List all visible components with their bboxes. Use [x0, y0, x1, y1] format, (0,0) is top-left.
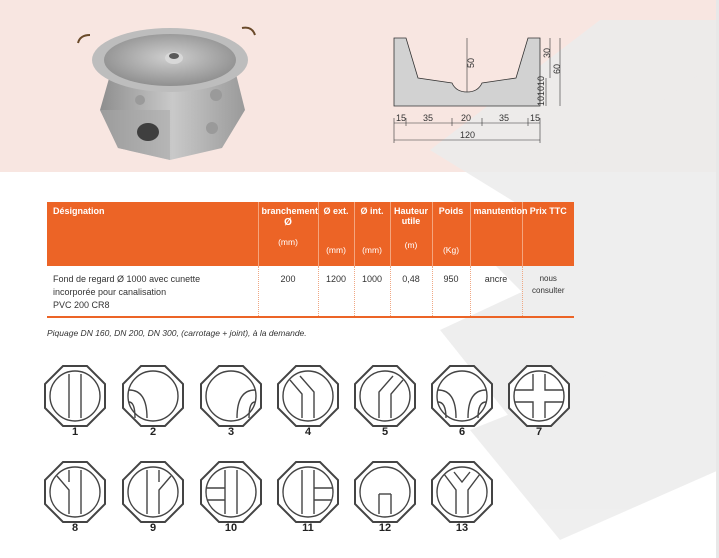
cell-hauteur: 0,48	[390, 266, 432, 317]
configuration-number: 9	[149, 522, 157, 534]
configuration-number: 11	[302, 522, 314, 534]
spec-table	[47, 202, 574, 318]
configuration-number: 8	[71, 522, 79, 534]
straight-channel-icon	[43, 364, 107, 428]
merge-left-icon	[276, 364, 340, 428]
cell-poids: 950	[432, 266, 470, 317]
configuration-13	[430, 460, 494, 534]
curve-left-icon	[121, 364, 185, 428]
y-left-icon	[43, 460, 107, 524]
configuration-5	[353, 364, 417, 438]
cell-branchement: 200	[258, 266, 318, 317]
dim-total: 120	[460, 130, 476, 140]
cross-junction-icon	[507, 364, 571, 428]
cross-section-drawing	[378, 28, 568, 150]
configuration-number: 2	[149, 426, 157, 438]
col-prix: Prix TTC	[522, 202, 574, 266]
col-ext: Ø ext. (mm)	[318, 202, 354, 266]
y-fork-icon	[430, 460, 494, 524]
cell-designation: Fond de regard Ø 1000 avec cunette incorporée pour canalisation PVC 200 CR8	[47, 266, 258, 317]
dim-right-60: 60	[552, 63, 562, 74]
product-photo	[70, 10, 270, 170]
col-branchement: branchement Ø (mm)	[258, 202, 318, 266]
configuration-number: 7	[535, 426, 543, 438]
table-header	[47, 202, 574, 266]
double-branch-left-icon	[199, 460, 263, 524]
col-poids: Poids (Kg)	[432, 202, 470, 266]
cell-manutention: ancre	[470, 266, 522, 317]
note-piquage: Piquage DN 160, DN 200, DN 300, (carrotage + joint), à la demande.	[47, 328, 307, 338]
merge-right-icon	[353, 364, 417, 428]
configuration-12	[353, 460, 417, 534]
dim-bottom-5: 15	[530, 113, 541, 123]
configuration-8	[43, 460, 107, 534]
cell-ext: 1200	[318, 266, 354, 317]
configuration-10	[199, 460, 263, 534]
t-junction-icon	[430, 364, 494, 428]
configuration-number: 5	[381, 426, 389, 438]
col-int: Ø int. (mm)	[354, 202, 390, 266]
depth-label: 50	[466, 57, 476, 68]
configuration-number: 6	[458, 426, 466, 438]
dim-bottom-4: 35	[499, 113, 510, 123]
configuration-number: 4	[304, 426, 312, 438]
dim-stack-3: 10	[536, 95, 546, 106]
configuration-1	[43, 364, 107, 438]
table-row	[47, 266, 574, 317]
dim-stack-1: 10	[536, 75, 546, 86]
configuration-number: 1	[71, 426, 79, 438]
dim-bottom-2: 35	[423, 113, 434, 123]
curve-right-icon	[199, 364, 263, 428]
col-manutention: manutention	[470, 202, 522, 266]
dim-bottom-1: 15	[396, 113, 407, 123]
configuration-2	[121, 364, 185, 438]
double-branch-right-icon	[276, 460, 340, 524]
configuration-3	[199, 364, 263, 438]
configuration-number: 13	[455, 522, 469, 534]
configuration-number: 12	[378, 522, 392, 534]
y-right-icon	[121, 460, 185, 524]
configuration-9	[121, 460, 185, 534]
configuration-6	[430, 364, 494, 438]
configuration-4	[276, 364, 340, 438]
col-hauteur: Hauteur utile (m)	[390, 202, 432, 266]
dim-right-30: 30	[542, 47, 552, 58]
configuration-11	[276, 460, 340, 534]
dim-bottom-3: 20	[461, 113, 472, 123]
dim-stack-2: 10	[536, 85, 546, 96]
cell-prix: nous consulter	[532, 274, 565, 295]
configuration-number: 3	[227, 426, 235, 438]
col-designation: Désignation	[47, 202, 258, 266]
cell-int: 1000	[354, 266, 390, 317]
configuration-number: 10	[224, 522, 238, 534]
dead-end-icon	[353, 460, 417, 524]
configuration-7	[507, 364, 571, 438]
